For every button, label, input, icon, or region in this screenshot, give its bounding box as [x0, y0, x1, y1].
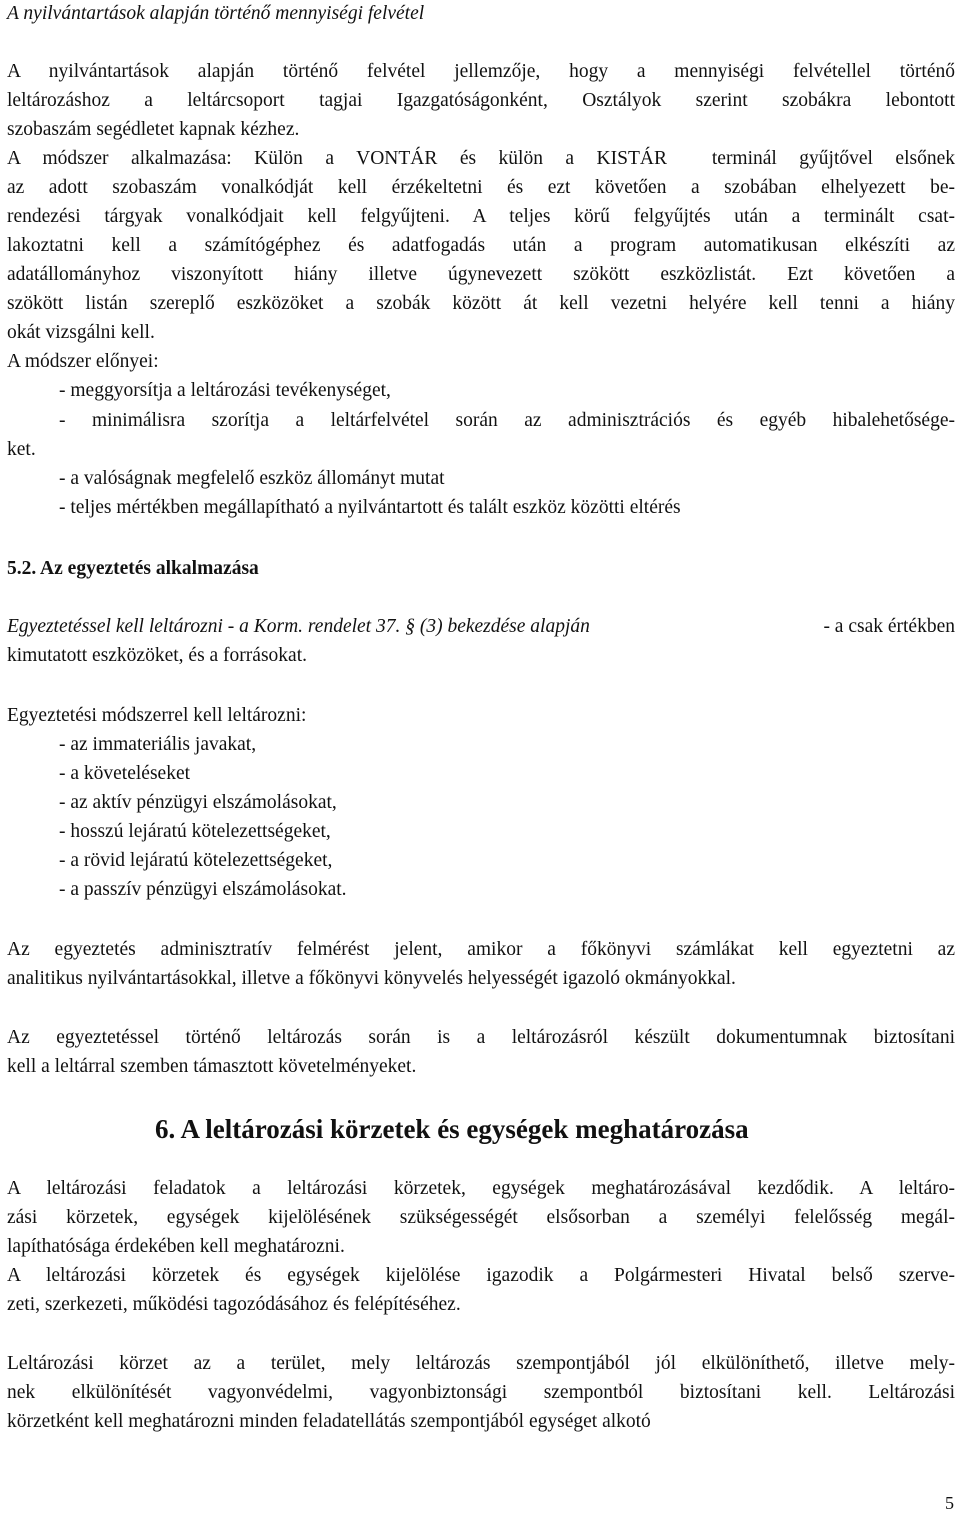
paragraph-line: kimutatott eszközöket, és a forrásokat.	[7, 645, 307, 666]
paragraph-line: leltározáshoz a leltárcsoport tagjai Igazgatóságonként, Osztályok szerint szobákra lebontott	[7, 90, 955, 111]
list-item: - a passzív pénzügyi elszámolásokat.	[59, 879, 347, 900]
paragraph-line: A leltározási körzetek és egységek kijelölése igazodik a Polgármesteri Hivatal belső szerve-	[7, 1265, 955, 1286]
paragraph-line: zási körzetek, egységek kijelölésének szükségességét elsősorban a személyi felelősség megál-	[7, 1207, 955, 1228]
paragraph-line: analitikus nyilvántartásokkal, illetve a főkönyvi könyvelés helyességét igazoló okmányokkal.	[7, 968, 736, 989]
list-item: - a követeléseket	[59, 763, 191, 784]
page-number: 5	[945, 1493, 954, 1513]
list-item: - meggyorsítja a leltározási tevékenységet,	[59, 380, 391, 401]
paragraph-line-part: - a csak értékben	[818, 616, 955, 637]
paragraph-line: Leltározási körzet az a terület, mely leltározás szempontjából jól elkülöníthető, illetve mely-	[7, 1353, 955, 1374]
paragraph-line: A leltározási feladatok a leltározási körzetek, egységek meghatározásával kezdődik. A leltáro-	[7, 1178, 955, 1199]
list-item: - a rövid lejáratú kötelezettségeket,	[59, 850, 333, 871]
paragraph-line: kell a leltárral szemben támasztott követelményeket.	[7, 1056, 417, 1077]
paragraph-line: szobaszám segédletet kapnak kézhez.	[7, 119, 300, 140]
list-item: - teljes mértékben megállapítható a nyilvántartott és talált eszköz közötti eltérés	[59, 497, 681, 518]
paragraph-line: körzetként kell meghatározni minden feladatellátás szempontjából egységet alkotó	[7, 1411, 651, 1432]
list-item: - minimálisra szorítja a leltárfelvétel során az adminisztrációs és egyéb hibalehetősége-	[59, 410, 955, 431]
paragraph-line: A módszer alkalmazása: Külön a VONTÁR és külön a KISTÁR terminál gyűjtővel elsőnek	[7, 148, 955, 169]
list-intro: Egyeztetési módszerrel kell leltározni:	[7, 705, 307, 726]
paragraph-line: rendezési tárgyak vonalkódjait kell felgyűjteni. A teljes körű felgyűjtés után a terminált csat-	[7, 206, 955, 227]
paragraph-line: lakoztatni kell a számítógéphez és adatfogadás után a program automatikusan elkészíti az	[7, 235, 955, 256]
advantages-intro: A módszer előnyei:	[7, 351, 159, 372]
paragraph-line	[7, 615, 955, 639]
paragraph-line: adatállományhoz viszonyított hiány illetve úgynevezett szökött eszközlistát. Ezt követően a	[7, 264, 955, 285]
section-heading-6: 6. A leltározási körzetek és egységek meghatározása	[155, 1114, 749, 1144]
paragraph-line: az adott szobaszám vonalkódját kell érzékeltetni és ezt követően a szobában elhelyezett be-	[7, 177, 955, 198]
paragraph-line: okát vizsgálni kell.	[7, 322, 155, 343]
list-item: - hosszú lejáratú kötelezettségeket,	[59, 821, 331, 842]
paragraph-line: Az egyeztetéssel történő leltározás során is a leltározásról készült dokumentumnak biztosítani	[7, 1027, 955, 1048]
list-item: - az aktív pénzügyi elszámolásokat,	[59, 792, 337, 813]
list-item: - a valóságnak megfelelő eszköz állományt mutat	[59, 468, 445, 489]
paragraph-line: Az egyeztetés adminisztratív felmérést jelent, amikor a főkönyvi számlákat kell egyeztetni az	[7, 939, 955, 960]
paragraph-line: A nyilvántartások alapján történő felvétel jellemzője, hogy a mennyiségi felvétellel történő	[7, 61, 955, 82]
list-item: - az immateriális javakat,	[59, 734, 257, 755]
list-item-continuation: ket.	[7, 439, 36, 460]
paragraph-line: lapíthatósága érdekében kell meghatározni.	[7, 1236, 345, 1257]
paragraph-line: nek elkülönítését vagyonvédelmi, vagyonbiztonsági szempontból biztosítani kell. Leltározási	[7, 1382, 955, 1403]
section-heading-5-2: 5.2. Az egyeztetés alkalmazása	[7, 558, 259, 579]
paragraph-line: szökött listán szereplő eszközöket a szobák között át kell vezetni helyére kell tenni a hiány	[7, 293, 955, 314]
legal-reference: Egyeztetéssel kell leltározni - a Korm. rendelet 37. § (3) bekezdése alapján	[7, 616, 590, 637]
paragraph-line: zeti, szerkezeti, működési tagozódásához és felépítéséhez.	[7, 1294, 461, 1315]
subheading-inventory: A nyilvántartások alapján történő mennyiségi felvétel	[7, 3, 425, 24]
